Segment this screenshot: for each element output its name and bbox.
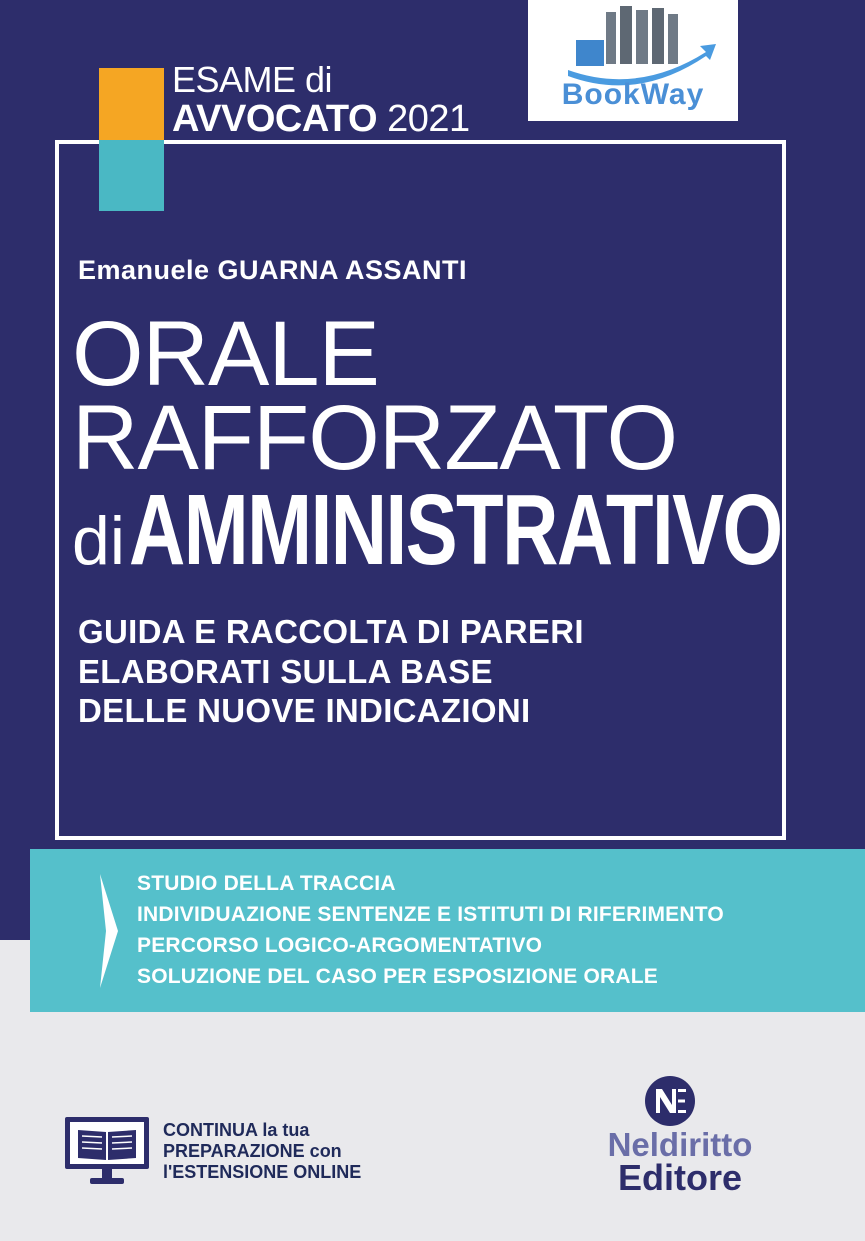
series-badge-year: 2021: [387, 98, 470, 140]
ne-monogram-icon: [640, 1073, 700, 1129]
feature-item: SOLUZIONE DEL CASO PER ESPOSIZIONE ORALE: [137, 965, 659, 988]
bookway-label: BookWay: [561, 78, 705, 111]
series-badge-avvocato: AVVOCATO: [172, 98, 378, 140]
feature-item: PERCORSO LOGICO-ARGOMENTATIVO: [137, 934, 543, 957]
online-line1: CONTINUA la tua: [163, 1120, 310, 1140]
feature-item: STUDIO DELLA TRACCIA: [137, 872, 396, 895]
title-line2: RAFFORZATO: [72, 387, 678, 489]
title-prefix: di: [72, 503, 125, 579]
title-line3: [72, 474, 865, 586]
author-name: Emanuele GUARNA ASSANTI: [78, 255, 468, 285]
monitor-book-icon: [64, 1116, 150, 1186]
series-badge-line1: ESAME di: [172, 59, 333, 100]
orange-square-decoration: [99, 68, 164, 140]
publisher-name-line2: Editore: [617, 1157, 742, 1198]
subtitle-line3: DELLE NUOVE INDICAZIONI: [78, 692, 531, 730]
publisher-name-line1: Neldiritto: [607, 1126, 753, 1163]
subtitle-line2: ELABORATI SULLA BASE: [78, 652, 493, 690]
subtitle-line1: GUIDA E RACCOLTA DI PARERI: [78, 613, 584, 650]
features-list: [137, 868, 724, 992]
title-line1: ORALE: [72, 303, 379, 405]
feature-item: INDIVIDUAZIONE SENTENZE E ISTITUTI DI RIFERIMENTO: [137, 903, 724, 926]
subtitle: [78, 612, 584, 731]
chevron-right-icon: [98, 874, 120, 988]
online-line2: PREPARAZIONE con: [163, 1141, 342, 1161]
bookway-watermark: [528, 0, 738, 121]
teal-square-decoration: [99, 140, 164, 211]
online-extension-text: [163, 1120, 361, 1183]
series-badge-line2: [172, 100, 470, 138]
title-main-word: AMMINISTRATIVO: [128, 474, 782, 586]
online-line3: l'ESTENSIONE ONLINE: [163, 1162, 362, 1182]
